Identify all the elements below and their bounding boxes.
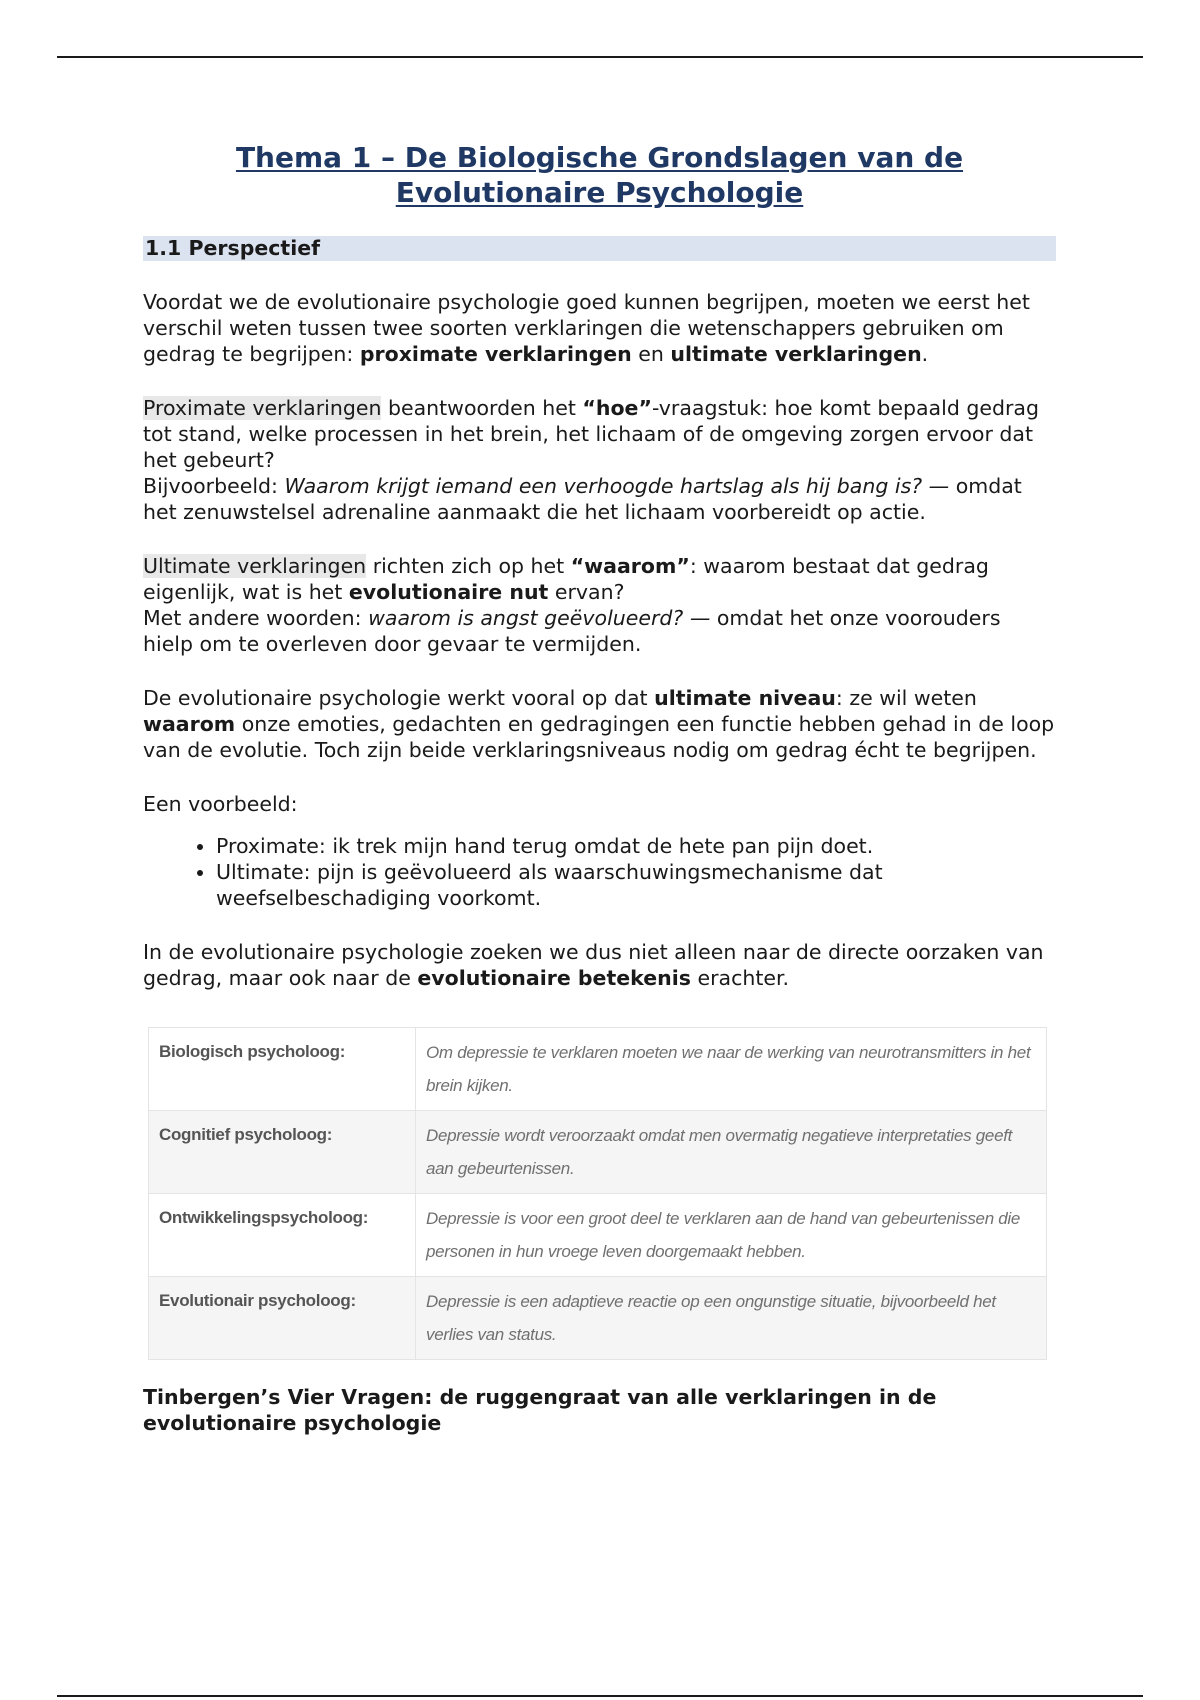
title-line-1: Thema 1 – De Biologische Grondslagen van de	[235, 141, 964, 174]
conclusion-paragraph	[143, 939, 1056, 991]
psychologist-table	[148, 1027, 1047, 1360]
table-description-cell: Om depressie te verklaren moeten we naar de werking van neurotransmitters in het brein kijken.	[416, 1028, 1047, 1111]
level-text-1: De evolutionaire psychologie werkt vooral op dat	[143, 686, 655, 710]
section-heading: 1.1 Perspectief	[143, 236, 1056, 261]
level-text-3: onze emoties, gedachten en gedragingen een functie hebben gehad in de loop van de evolutie. Toch zijn beide verklaringsniveaus nodig om gedrag écht te begrijpen.	[143, 712, 1055, 762]
proximate-example-answer: omdat het zenuwstelsel adrenaline aanmaakt die het lichaam voorbereidt op actie.	[143, 474, 1022, 524]
title-line-2: Evolutionaire Psychologie	[395, 176, 804, 209]
list-item: • Proximate: ik trek mijn hand terug omdat de hete pan pijn doet.	[216, 833, 1056, 859]
intro-text-1: Voordat we de evolutionaire psychologie goed kunnen begrijpen, moeten we eerst het verschil weten tussen twee soorten verklaringen die wetenschappers gebruiken om gedrag te begrijpen:	[143, 290, 1030, 366]
conclusion-text-1: In de evolutionaire psychologie zoeken we dus niet alleen naar de directe oorzaken van gedrag, maar ook naar de	[143, 940, 1044, 990]
level-paragraph	[143, 685, 1056, 763]
ultimate-bold-waarom: “waarom”	[570, 554, 690, 578]
level-bold-ultimate-niveau: ultimate niveau	[654, 686, 836, 710]
intro-text-2: en	[631, 342, 671, 366]
tinbergen-heading: Tinbergen’s Vier Vragen: de ruggengraat van alle verklaringen in de evolutionaire psychologie	[143, 1385, 937, 1435]
table-row	[149, 1028, 1047, 1111]
table-role-cell: Ontwikkelingspsycholoog:	[149, 1194, 416, 1277]
ultimate-text-2: : waarom bestaat dat gedrag eigenlijk, wat is het	[143, 554, 989, 604]
bottom-page-rule	[57, 1695, 1143, 1697]
table-description-cell: Depressie is een adaptieve reactie op een ongunstige situatie, bijvoorbeeld het verlies van status.	[416, 1277, 1047, 1360]
conclusion-bold: evolutionaire betekenis	[417, 966, 691, 990]
table-role-cell: Evolutionair psycholoog:	[149, 1277, 416, 1360]
ultimate-text-1: richten zich op het	[366, 554, 571, 578]
document-body	[143, 140, 1056, 1436]
proximate-bold-hoe: “hoe”	[582, 396, 652, 420]
ultimate-example-label: Met andere woorden:	[143, 606, 369, 630]
table-row	[149, 1111, 1047, 1194]
example-list	[143, 833, 1056, 911]
top-page-rule	[57, 56, 1143, 58]
table-description-cell: Depressie wordt veroorzaakt omdat men overmatig negatieve interpretaties geeft aan gebeurtenissen.	[416, 1111, 1047, 1194]
conclusion-text-2: erachter.	[690, 966, 790, 990]
proximate-text-2: -vraagstuk: hoe komt bepaald gedrag tot stand, welke processen in het brein, het lichaam of de omgeving zorgen ervoor dat het gebeurt?	[143, 396, 1039, 472]
ultimate-bold-nut: evolutionaire nut	[348, 580, 549, 604]
ultimate-paragraph	[143, 553, 1056, 657]
ultimate-example-answer: omdat het onze voorouders hielp om te overleven door gevaar te vermijden.	[143, 606, 1001, 656]
level-bold-waarom: waarom	[143, 712, 236, 736]
proximate-paragraph	[143, 395, 1056, 525]
intro-bold-ultimate: ultimate verklaringen	[670, 342, 922, 366]
table-role-cell: Cognitief psycholoog:	[149, 1111, 416, 1194]
intro-text-3: .	[921, 342, 929, 366]
ultimate-text-3: ervan?	[548, 580, 625, 604]
list-item: • Ultimate: pijn is geëvolueerd als waarschuwingsmechanisme dat weefselbeschadiging voorkomt.	[216, 859, 1056, 911]
ultimate-example-question: waarom is angst geëvolueerd? —	[368, 606, 711, 630]
intro-paragraph	[143, 289, 1056, 367]
level-text-2: : ze wil weten	[835, 686, 977, 710]
page-title	[143, 140, 1056, 210]
proximate-term: Proximate verklaringen	[143, 396, 382, 420]
table-description-cell: Depressie is voor een groot deel te verklaren aan de hand van gebeurtenissen die personen in hun vroege leven doorgemaakt hebben.	[416, 1194, 1047, 1277]
table-row	[149, 1277, 1047, 1360]
table-row	[149, 1194, 1047, 1277]
table-role-cell: Biologisch psycholoog:	[149, 1028, 416, 1111]
proximate-example-question: Waarom krijgt iemand een verhoogde hartslag als hij bang is? —	[284, 474, 950, 498]
proximate-example-label: Bijvoorbeeld:	[143, 474, 285, 498]
ultimate-term: Ultimate verklaringen	[143, 554, 367, 578]
intro-bold-proximate: proximate verklaringen	[359, 342, 632, 366]
proximate-text-1: beantwoorden het	[381, 396, 583, 420]
example-intro: Een voorbeeld:	[143, 792, 298, 816]
